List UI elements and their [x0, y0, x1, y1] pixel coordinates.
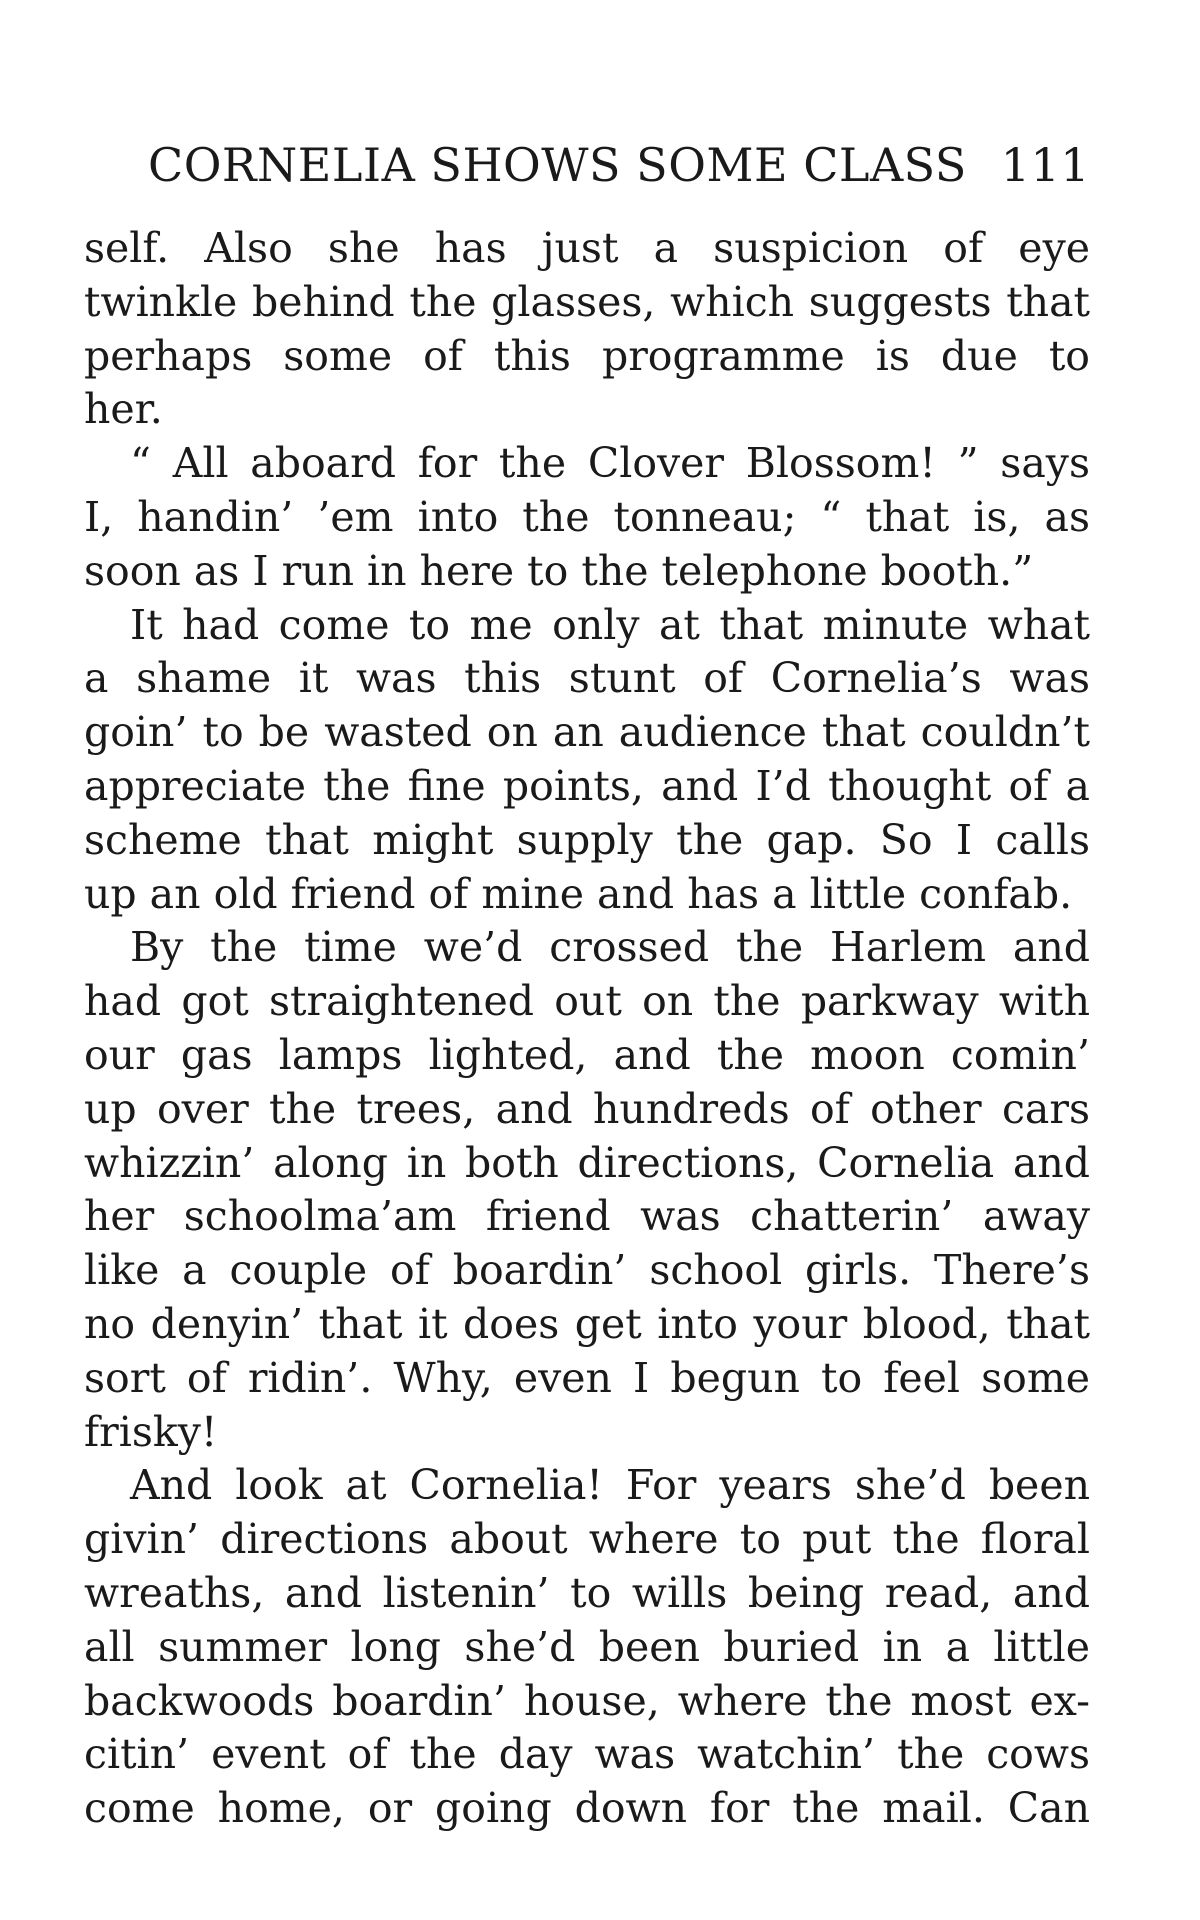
text-line: frisky!: [84, 1407, 218, 1456]
text-line: “ All aboard for the Clover Blossom! ” says: [130, 439, 1090, 488]
text-line: her.: [84, 385, 163, 434]
text-line: And look at Cornelia! For years she’d been: [130, 1461, 1090, 1510]
paragraph: [84, 1459, 1090, 1836]
paragraph: [84, 222, 1090, 437]
text-line: whizzin’ along in both directions, Cornelia and: [84, 1138, 1090, 1187]
text-line: come home, or going down for the mail. Can: [84, 1784, 1090, 1833]
text-line: all summer long she’d been buried in a little: [84, 1622, 1090, 1671]
paragraph: [84, 437, 1090, 598]
text-line: perhaps some of this programme is due to: [84, 331, 1090, 380]
running-header: [148, 138, 1090, 192]
running-title: CORNELIA SHOWS SOME CLASS: [148, 138, 967, 192]
text-line: self. Also she has just a suspicion of eye: [84, 224, 1090, 272]
text-line: soon as I run in here to the telephone booth.”: [84, 546, 1034, 595]
text-line: citin’ event of the day was watchin’ the cows: [84, 1730, 1090, 1779]
text-line: appreciate the fine points, and I’d thought of a: [84, 761, 1090, 810]
text-line: her schoolma’am friend was chatterin’ away: [84, 1192, 1090, 1241]
text-line: I, handin’ ’em into the tonneau; “ that is, as: [84, 492, 1090, 541]
paragraph: [84, 921, 1090, 1459]
text-line: scheme that might supply the gap. So I calls: [84, 815, 1090, 864]
page-number: 111: [1000, 138, 1090, 192]
text-line: twinkle behind the glasses, which suggests that: [84, 277, 1090, 326]
text-line: By the time we’d crossed the Harlem and: [130, 923, 1090, 972]
text-line: our gas lamps lighted, and the moon comin’: [84, 1030, 1090, 1079]
text-line: It had come to me only at that minute what: [130, 600, 1090, 649]
text-line: like a couple of boardin’ school girls. There’s: [84, 1246, 1090, 1295]
text-line: sort of ridin’. Why, even I begun to feel some: [84, 1353, 1090, 1402]
body-text: [84, 222, 1090, 1836]
text-line: no denyin’ that it does get into your blood, that: [84, 1299, 1090, 1348]
paragraph: [84, 599, 1090, 922]
text-line: up an old friend of mine and has a little confab.: [84, 869, 1073, 918]
text-line: wreaths, and listenin’ to wills being read, and: [84, 1568, 1090, 1617]
text-line: goin’ to be wasted on an audience that couldn’t: [84, 708, 1090, 757]
text-line: a shame it was this stunt of Cornelia’s was: [84, 654, 1090, 703]
text-line: givin’ directions about where to put the floral: [84, 1515, 1090, 1564]
text-line: backwoods boardin’ house, where the most ex-: [84, 1676, 1090, 1725]
text-line: up over the trees, and hundreds of other cars: [84, 1084, 1090, 1133]
text-line: had got straightened out on the parkway with: [84, 977, 1090, 1026]
